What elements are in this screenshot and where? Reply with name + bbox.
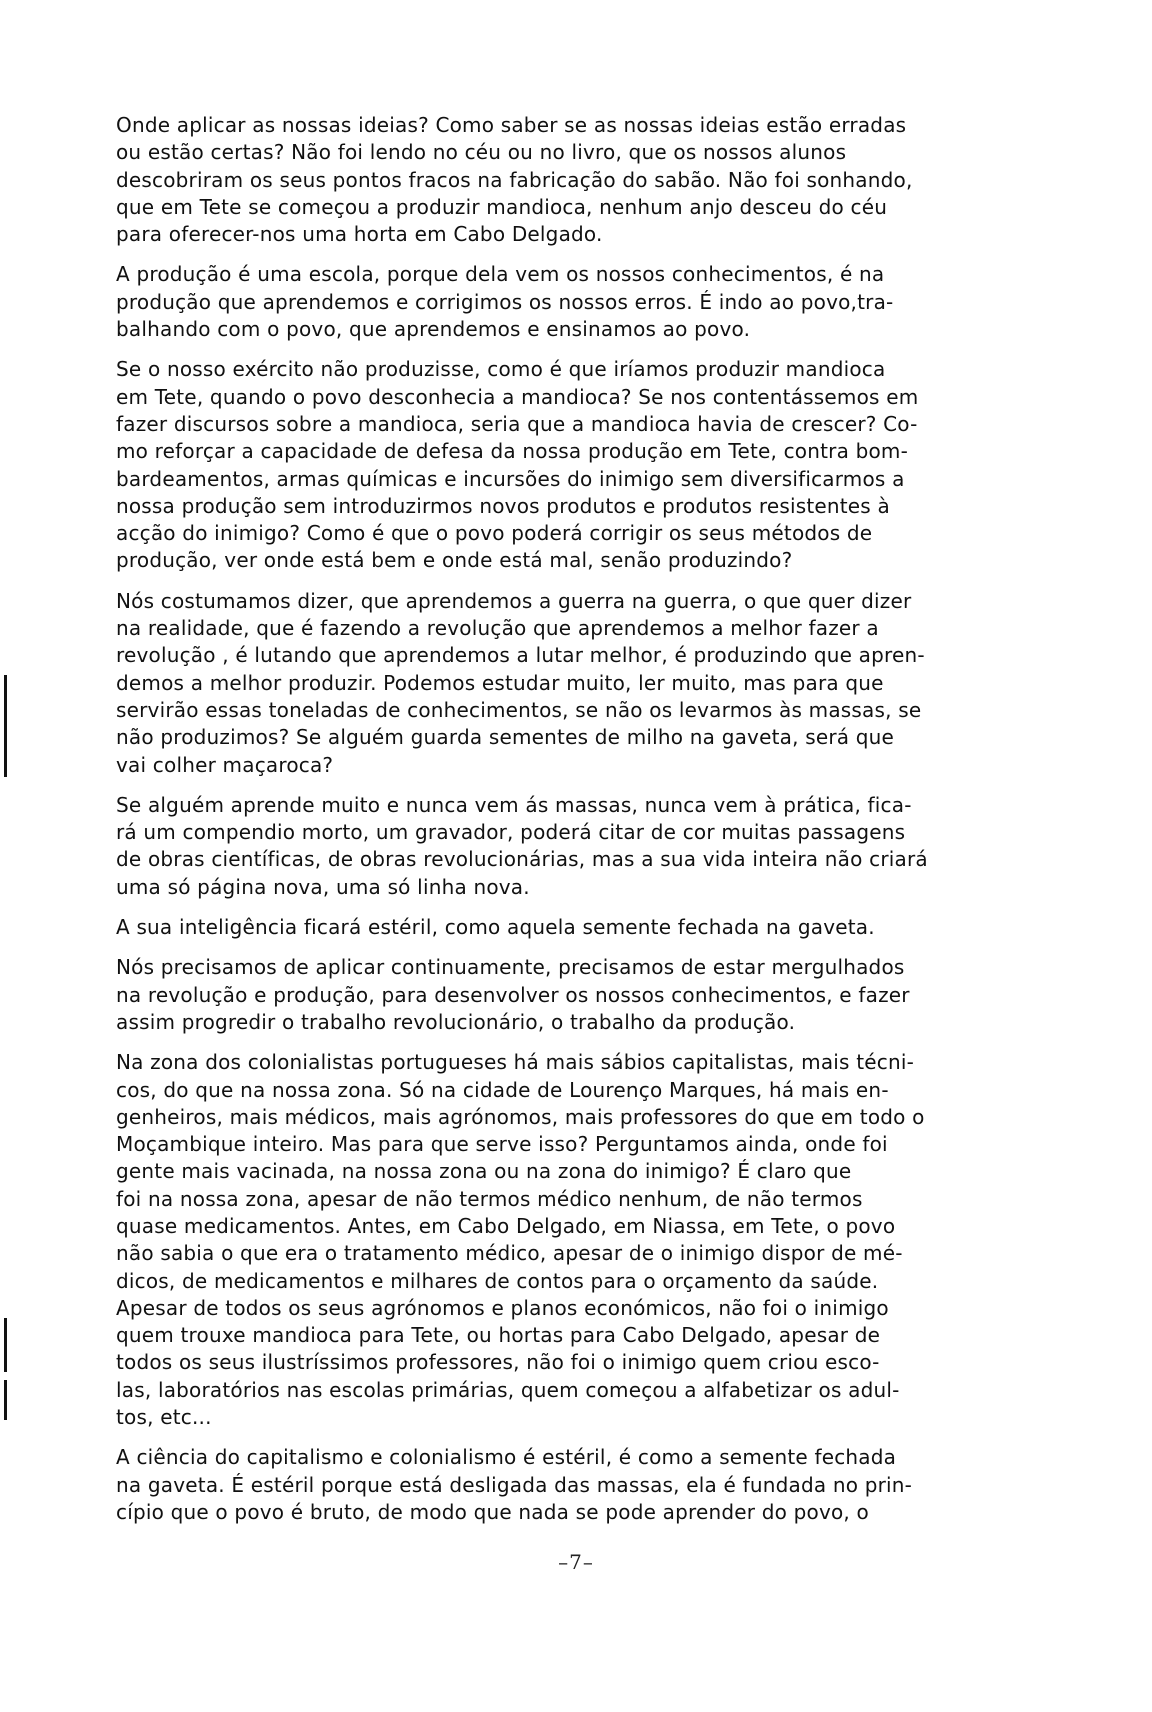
text-line: vai colher maçaroca? xyxy=(116,752,334,777)
text-line: Nós costumamos dizer, que aprendemos a guerra na guerra, o que quer dizer xyxy=(116,588,912,613)
text-line: não produzimos? Se alguém guarda sementes de milho na gaveta, será que xyxy=(116,725,895,750)
paragraph xyxy=(116,356,1044,574)
text-line: acção do inimigo? Como é que o povo poderá corrigir os seus métodos de xyxy=(116,521,873,546)
text-line: produção que aprendemos e corrigimos os nossos erros. É indo ao povo,tra- xyxy=(116,289,894,314)
text-line: em Tete, quando o povo desconhecia a mandioca? Se nos contentássemos em xyxy=(116,384,919,409)
text-line: Nós precisamos de aplicar continuamente, precisamos de estar mergulhados xyxy=(116,955,905,980)
text-line: balhando com o povo, que aprendemos e ensinamos ao povo. xyxy=(116,317,751,342)
text-line: revolução , é lutando que aprendemos a lutar melhor, é produzindo que apren- xyxy=(116,643,925,668)
text-line: ou estão certas? Não foi lendo no céu ou no livro, que os nossos alunos xyxy=(116,140,847,165)
paragraph xyxy=(116,588,1044,779)
text-line: na gaveta. É estéril porque está desligada das massas, ela é fundada no prin- xyxy=(116,1472,913,1497)
text-line: produção, ver onde está bem e onde está mal, senão produzindo? xyxy=(116,548,793,573)
paragraph xyxy=(116,1049,1044,1431)
text-line: cos, do que na nossa zona. Só na cidade de Lourenço Marques, há mais en- xyxy=(116,1077,889,1102)
text-line: Se alguém aprende muito e nunca vem ás massas, nunca vem à prática, fica- xyxy=(116,792,912,817)
text-line: dicos, de medicamentos e milhares de contos para o orçamento da saúde. xyxy=(116,1268,879,1293)
document-body xyxy=(116,112,1044,1539)
margin-mark xyxy=(4,1318,7,1372)
text-line: servirão essas toneladas de conhecimentos, se não os levarmos às massas, se xyxy=(116,697,922,722)
margin-mark xyxy=(4,1380,7,1420)
text-line: A produção é uma escola, porque dela vem os nossos conhecimentos, é na xyxy=(116,262,885,287)
text-line: las, laboratórios nas escolas primárias, quem começou a alfabetizar os adul- xyxy=(116,1377,900,1402)
text-line: foi na nossa zona, apesar de não termos médico nenhum, de não termos xyxy=(116,1186,863,1211)
text-line: bardeamentos, armas químicas e incursões do inimigo sem diversificarmos a xyxy=(116,466,905,491)
text-line: cípio que o povo é bruto, de modo que nada se pode aprender do povo, o xyxy=(116,1499,869,1524)
paragraph xyxy=(116,112,1044,248)
text-line: mo reforçar a capacidade de defesa da nossa produção em Tete, contra bom- xyxy=(116,439,909,464)
page-number: –7– xyxy=(558,1550,594,1574)
text-line: descobriram os seus pontos fracos na fabricação do sabão. Não foi sonhando, xyxy=(116,167,913,192)
paragraph xyxy=(116,1444,1044,1526)
text-line: uma só página nova, uma só linha nova. xyxy=(116,874,530,899)
text-line: gente mais vacinada, na nossa zona ou na zona do inimigo? É claro que xyxy=(116,1159,852,1184)
text-line: genheiros, mais médicos, mais agrónomos, mais professores do que em todo o xyxy=(116,1104,925,1129)
text-line: Apesar de todos os seus agrónomos e planos económicos, não foi o inimigo xyxy=(116,1295,889,1320)
text-line: quem trouxe mandioca para Tete, ou hortas para Cabo Delgado, apesar de xyxy=(116,1323,881,1348)
text-line: que em Tete se começou a produzir mandioca, nenhum anjo desceu do céu xyxy=(116,194,888,219)
text-line: A ciência do capitalismo e colonialismo é estéril, é como a semente fechada xyxy=(116,1445,897,1470)
text-line: não sabia o que era o tratamento médico, apesar de o inimigo dispor de mé- xyxy=(116,1241,903,1266)
text-line: para oferecer-nos uma horta em Cabo Delgado. xyxy=(116,222,603,247)
text-line: rá um compendio morto, um gravador, poderá citar de cor muitas passagens xyxy=(116,820,906,845)
text-line: demos a melhor produzir. Podemos estudar muito, ler muito, mas para que xyxy=(116,670,884,695)
text-line: na realidade, que é fazendo a revolução que aprendemos a melhor fazer a xyxy=(116,616,879,641)
text-line: tos, etc... xyxy=(116,1405,212,1430)
text-line: A sua inteligência ficará estéril, como aquela semente fechada na gaveta. xyxy=(116,915,875,940)
text-line: nossa produção sem introduzirmos novos produtos e produtos resistentes à xyxy=(116,493,890,518)
text-line: de obras científicas, de obras revolucionárias, mas a sua vida inteira não criará xyxy=(116,847,928,872)
text-line: na revolução e produção, para desenvolver os nossos conhecimentos, e fazer xyxy=(116,982,910,1007)
text-line: Na zona dos colonialistas portugueses há mais sábios capitalistas, mais técni- xyxy=(116,1050,915,1075)
margin-mark xyxy=(4,675,7,777)
paragraph xyxy=(116,792,1044,901)
text-line: fazer discursos sobre a mandioca, seria que a mandioca havia de crescer? Co- xyxy=(116,411,918,436)
text-line: assim progredir o trabalho revolucionário, o trabalho da produção. xyxy=(116,1009,796,1034)
paragraph xyxy=(116,954,1044,1036)
text-line: Onde aplicar as nossas ideias? Como saber se as nossas ideias estão erradas xyxy=(116,113,907,137)
text-line: todos os seus ilustríssimos professores, não foi o inimigo quem criou esco- xyxy=(116,1350,880,1375)
paragraph xyxy=(116,261,1044,343)
paragraph xyxy=(116,914,1044,941)
text-line: Moçambique inteiro. Mas para que serve isso? Perguntamos ainda, onde foi xyxy=(116,1132,888,1157)
text-line: quase medicamentos. Antes, em Cabo Delgado, em Niassa, em Tete, o povo xyxy=(116,1213,896,1238)
text-line: Se o nosso exército não produzisse, como é que iríamos produzir mandioca xyxy=(116,357,886,382)
